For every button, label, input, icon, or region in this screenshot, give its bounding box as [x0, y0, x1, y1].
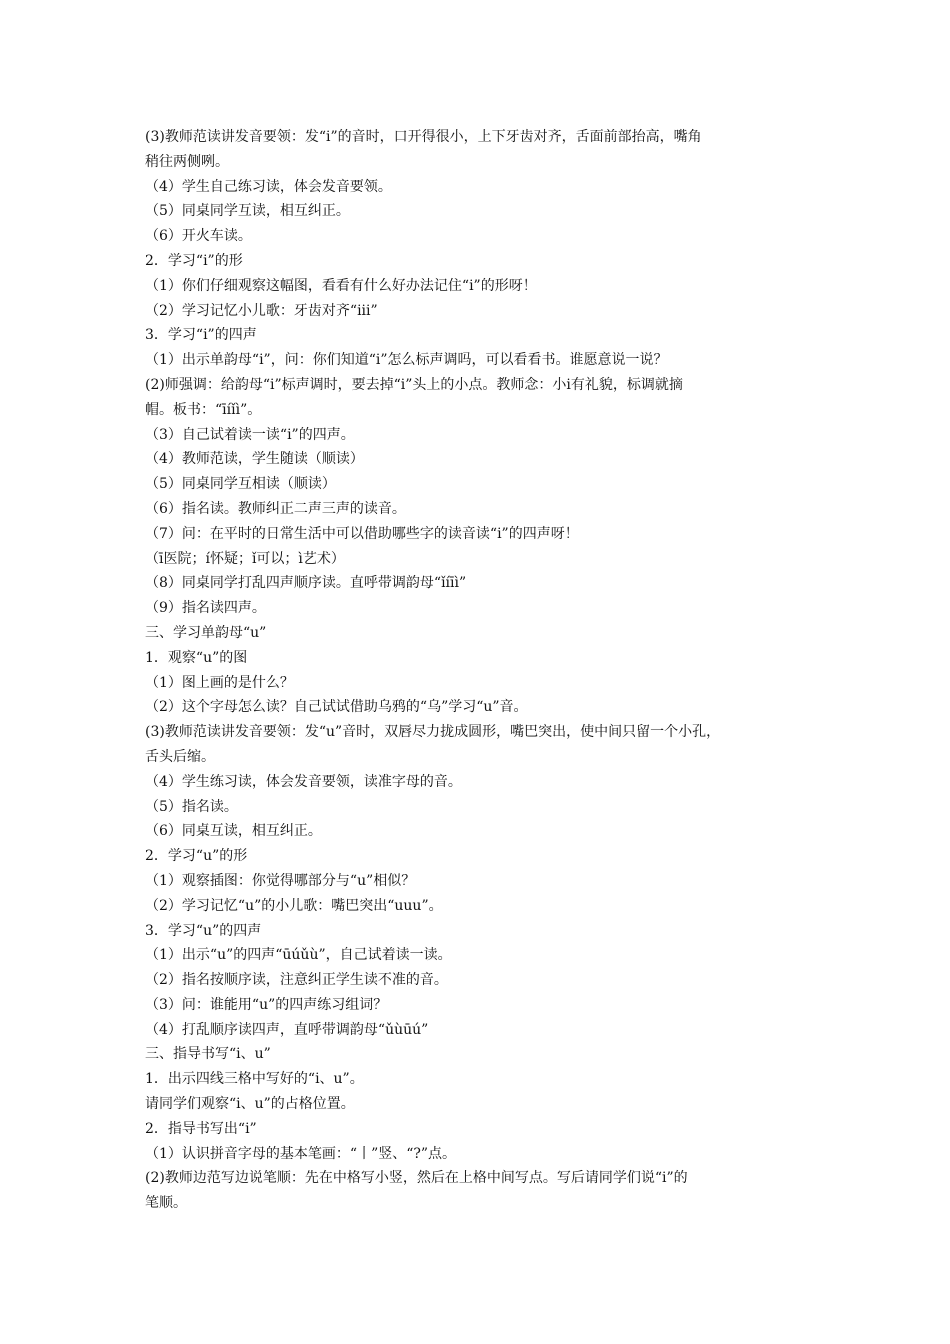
text-line: (3)教师范读讲发音要领：发“i”的音时，口开得很小，上下牙齿对齐，舌面前部抬高，嘴角: [145, 129, 702, 145]
text-line: （1）观察插图：你觉得哪部分与“u”相似？: [145, 872, 416, 889]
text-line: （3）自己试着读一读“i”的四声。: [145, 426, 355, 443]
text-line: （1）你们仔细观察这幅图，看看有什么好办法记住“i”的形呀！: [145, 277, 537, 294]
text-line: （1）出示单韵母“i”，问：你们知道“i”怎么标声调吗，可以看看书。谁愿意说一说？: [145, 352, 668, 369]
text-line: （6）开火车读。: [145, 228, 252, 245]
section-heading: 3．学习“u”的四声: [145, 922, 262, 939]
text-line: （7）问：在平时的日常生活中可以借助哪些字的读音读“i”的四声呀！: [145, 525, 579, 542]
text-line: （2）这个字母怎么读？自己试试借助乌鸦的“乌”学习“u”音。: [145, 699, 528, 716]
section-heading: 1．观察“u”的图: [145, 649, 248, 666]
text-line: （5）指名读。: [145, 798, 238, 815]
section-heading: 1．出示四线三格中写好的“i、u”。: [145, 1071, 364, 1088]
text-line: 舌头后缩。: [145, 748, 215, 765]
section-heading: 2．指导书写出“i”: [145, 1120, 257, 1137]
text-line: （6）指名读。教师纠正二声三声的读音。: [145, 500, 406, 517]
section-heading: 三、指导书写“i、u”: [145, 1046, 271, 1063]
text-line: （2）学习记忆“u”的小儿歌：嘴巴突出“uuu”。: [145, 897, 443, 914]
text-line: （4）打乱顺序读四声，直呼带调韵母“ǔùūú”: [145, 1021, 429, 1038]
section-heading: 三、学习单韵母“u”: [145, 624, 267, 641]
text-line: 帽。板书：“īíǐì”。: [145, 401, 262, 418]
text-line: （9）指名读四声。: [145, 600, 266, 617]
text-line: (2)师强调：给韵母“i”标声调时，要去掉“i”头上的小点。教师念：小i有礼貌，标调就摘: [145, 376, 683, 393]
section-heading: 3．学习“i”的四声: [145, 327, 257, 344]
text-line: （1）图上画的是什么？: [145, 674, 294, 691]
text-line: （4）教师范读，学生随读（顺读）: [145, 451, 364, 468]
text-line: （5）同桌同学互读，相互纠正。: [145, 203, 350, 220]
text-line: （4）学生练习读，体会发音要领，读准字母的音。: [145, 773, 462, 790]
text-line: （8）同桌同学打乱四声顺序读。直呼带调韵母“ǐíīì”: [145, 575, 467, 592]
text-line: 请同学们观察“i、u”的占格位置。: [145, 1096, 355, 1113]
text-line: （1）出示“u”的四声“ūúǔù”，自己试着读一读。: [145, 947, 452, 964]
section-heading: 2．学习“u”的形: [145, 848, 248, 865]
text-line: (2)教师边范写边说笔顺：先在中格写小竖，然后在上格中间写点。写后请同学们说“i”的: [145, 1170, 688, 1187]
text-line: （ī医院；í怀疑；ǐ可以；ì艺术）: [145, 550, 345, 567]
document-body: [145, 125, 820, 1216]
text-line: 稍往两侧咧。: [145, 153, 229, 170]
text-line: （1）认识拼音字母的基本笔画：“丨”竖、“?”点。: [145, 1145, 457, 1162]
text-line: （2）指名按顺序读，注意纠正学生读不准的音。: [145, 972, 448, 989]
text-line: （4）学生自己练习读，体会发音要领。: [145, 178, 392, 195]
text-line: 笔顺。: [145, 1195, 187, 1212]
text-line: (3)教师范读讲发音要领：发“u”音时，双唇尽力拢成圆形，嘴巴突出，使中间只留一个小孔，: [145, 724, 721, 741]
text-line: （3）问：谁能用“u”的四声练习组词？: [145, 996, 388, 1013]
text-line: （6）同桌互读，相互纠正。: [145, 823, 322, 840]
section-heading: 2．学习“i”的形: [145, 252, 243, 269]
text-line: （5）同桌同学互相读（顺读）: [145, 476, 336, 493]
text-line: （2）学习记忆小儿歌：牙齿对齐“iii”: [145, 302, 378, 319]
